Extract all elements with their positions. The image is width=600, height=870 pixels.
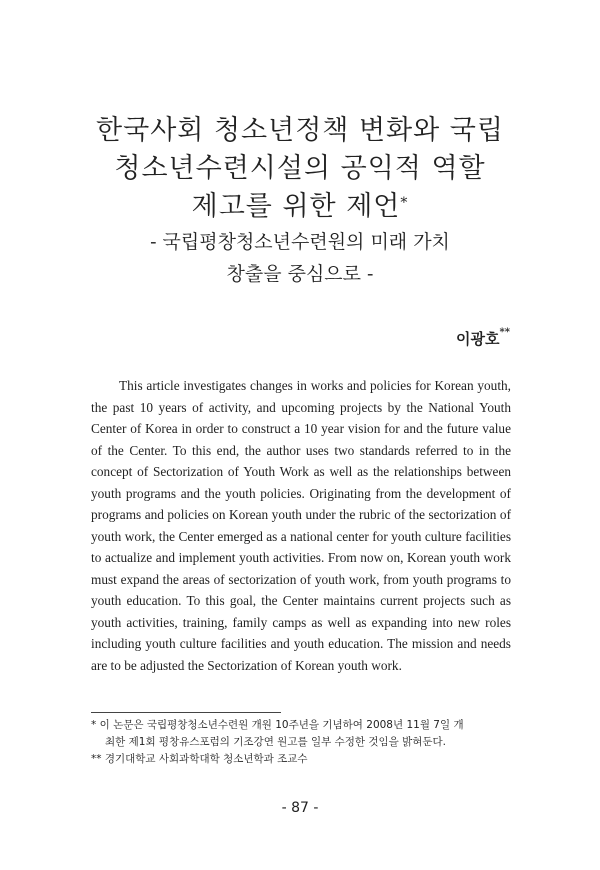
author-name	[456, 328, 510, 349]
footnote-1-line-1: * 이 논문은 국립평창청소년수련원 개원 10주년을 기념하여 2008년 11월 7일 개	[91, 719, 464, 731]
paper-subtitle-line-2: 창출을 중심으로 -	[226, 263, 374, 285]
paper-title-line-1: 한국사회 청소년정책 변화와 국립	[96, 115, 504, 146]
paper-subtitle-line-1: - 국립평창청소년수련원의 미래 가치	[150, 231, 450, 253]
paper-title-line-3	[0, 188, 600, 226]
abstract-paragraph: This article investigates changes in works and policies for Korean youth, the past 10 years of activity, and upcoming projects by the National Youth Center of Korea in order to construct a 10 year vision for and the future value of the Center. To this end, the author uses two standards referred to in the concept of Sectorization of Youth Work as well as the relationships between youth programs and the youth policies. Originating from the development of programs and policies on Korean youth under the rubric of the sectorization of youth work, the Center emerged as a national center for youth culture facilities to actualize and implement youth activities. From now on, Korean youth work must expand the areas of sectorization of youth work, from youth programs to youth education. To this goal, the Center maintains current projects such as youth activities, training, family camps as well as expanding into new roles including youth culture facilities and youth education. The mission and needs are to be adjusted the Sectorization of Korean youth work.	[91, 378, 511, 673]
paper-title-line-3-text: 제고를 위한 제언	[191, 191, 401, 222]
author-footnote-mark: **	[499, 327, 510, 338]
page-number: - 87 -	[281, 800, 319, 816]
author-name-text: 이광호	[456, 330, 500, 348]
footnote-2: ** 경기대학교 사회과학대학 청소년학과 조교수	[91, 753, 308, 765]
footnote-1-line-2: 최한 제1회 평창유스포럼의 기조강연 원고를 일부 수정한 것임을 밝혀둔다.	[105, 736, 447, 748]
paper-title-line-2: 청소년수련시설의 공익적 역할	[114, 153, 486, 184]
footnote-divider	[91, 712, 281, 713]
title-block	[0, 112, 600, 290]
title-footnote-mark: *	[400, 195, 409, 211]
footnotes	[91, 717, 511, 768]
